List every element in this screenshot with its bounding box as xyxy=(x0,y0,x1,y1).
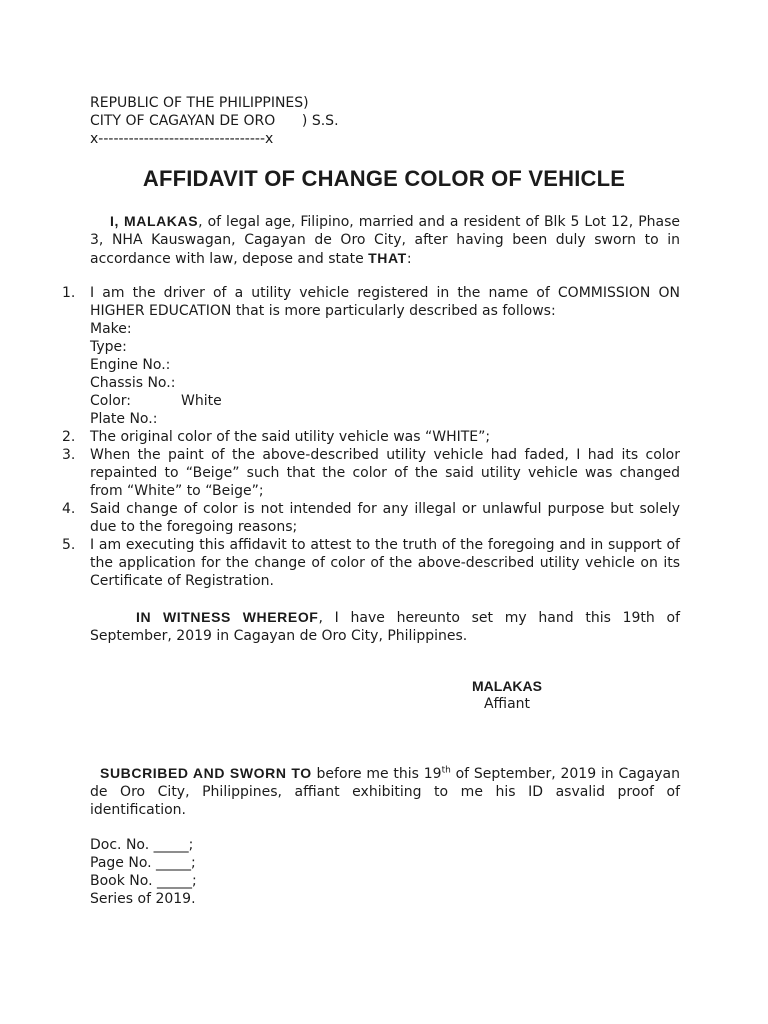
item-text: I am executing this affidavit to attest to the truth of the foregoing and in support of the application for the change of color of the above-described utility vehicle on its Certificate of Registration. xyxy=(90,537,680,589)
vehicle-chassis-row xyxy=(90,374,680,392)
jurat-lead: SUBCRIBED AND SWORN TO xyxy=(100,765,312,781)
item-text: When the paint of the above-described utility vehicle had faded, I had its color repainted to “Beige” such that the color of the said utility vehicle was changed from “White” to “Beige”; xyxy=(90,447,680,499)
jurat-paragraph xyxy=(90,764,680,819)
caption-republic: REPUBLIC OF THE PHILIPPINES) xyxy=(90,95,309,111)
signatory-role: Affiant xyxy=(483,696,531,712)
jurat-text-cont: of September, 2019 in Cagayan de Oro City, Philippines, affiant exhibiting to me his ID asvalid proof of identification. xyxy=(90,766,681,818)
vehicle-make-row xyxy=(90,320,680,338)
spec-label: Type: xyxy=(90,339,127,355)
doc-number: Doc. No. _____; xyxy=(90,837,194,853)
intro-paragraph xyxy=(90,212,680,268)
document-title: AFFIDAVIT OF CHANGE COLOR OF VEHICLE xyxy=(142,166,626,191)
book-number: Book No. _____; xyxy=(90,873,197,889)
vehicle-engine-row xyxy=(90,356,680,374)
item-number: 4. xyxy=(62,501,76,517)
item-number: 5. xyxy=(62,537,76,553)
intro-colon: : xyxy=(406,251,412,267)
vehicle-plate-row xyxy=(90,410,680,428)
witness-lead: IN WITNESS WHEREOF xyxy=(136,609,319,625)
signatory-name: MALAKAS xyxy=(472,678,542,694)
caption-city: CITY OF CAGAYAN DE ORO ) S.S. xyxy=(90,113,339,129)
spec-label: Color: xyxy=(90,393,132,409)
vehicle-color-row xyxy=(90,392,680,410)
caption-separator: x---------------------------------x xyxy=(90,131,274,147)
item-text: Said change of color is not intended for any illegal or unlawful purpose but solely due to the foregoing reasons; xyxy=(90,501,680,535)
intro-that: THAT xyxy=(368,250,407,266)
item-number: 3. xyxy=(62,447,76,463)
list-item xyxy=(62,500,680,536)
item-text: The original color of the said utility vehicle was “WHITE”; xyxy=(90,429,491,445)
page-number: Page No. _____; xyxy=(90,855,196,871)
item-number: 1. xyxy=(62,285,76,301)
date-ordinal: th xyxy=(441,765,451,776)
jurat-text: before me this 19 xyxy=(311,766,442,782)
witness-text: , I have hereunto set my hand this 19th of September, 2019 in Cagayan de Oro City, Philippines. xyxy=(90,610,681,644)
item-number: 2. xyxy=(62,429,76,445)
witness-paragraph xyxy=(90,608,680,645)
item-text: I am the driver of a utility vehicle registered in the name of COMMISSION ON HIGHER EDUCATION that is more particularly described as follows: xyxy=(90,285,680,319)
list-item xyxy=(62,428,680,446)
spec-value: White xyxy=(181,393,222,409)
affiant-name: MALAKAS xyxy=(123,213,199,229)
spec-label: Plate No.: xyxy=(90,411,158,427)
vehicle-details xyxy=(90,320,680,428)
venue-caption xyxy=(90,94,339,148)
intro-pronoun: I, xyxy=(110,213,119,229)
list-item xyxy=(62,446,680,500)
intro-text: , of legal age, Filipino, married and a resident of Blk 5 Lot 12, Phase 3, NHA Kauswagan, Cagayan de Oro City, after having been duly sworn to in accordance with law, depose and state xyxy=(90,214,681,267)
list-item xyxy=(62,284,680,428)
spec-label: Make: xyxy=(90,321,132,337)
spec-label: Chassis No.: xyxy=(90,375,176,391)
vehicle-type-row xyxy=(90,338,680,356)
spec-label: Engine No.: xyxy=(90,357,171,373)
series-year: Series of 2019. xyxy=(90,891,196,907)
statement-list xyxy=(62,284,680,590)
list-item xyxy=(62,536,680,590)
notarial-register xyxy=(90,836,197,908)
